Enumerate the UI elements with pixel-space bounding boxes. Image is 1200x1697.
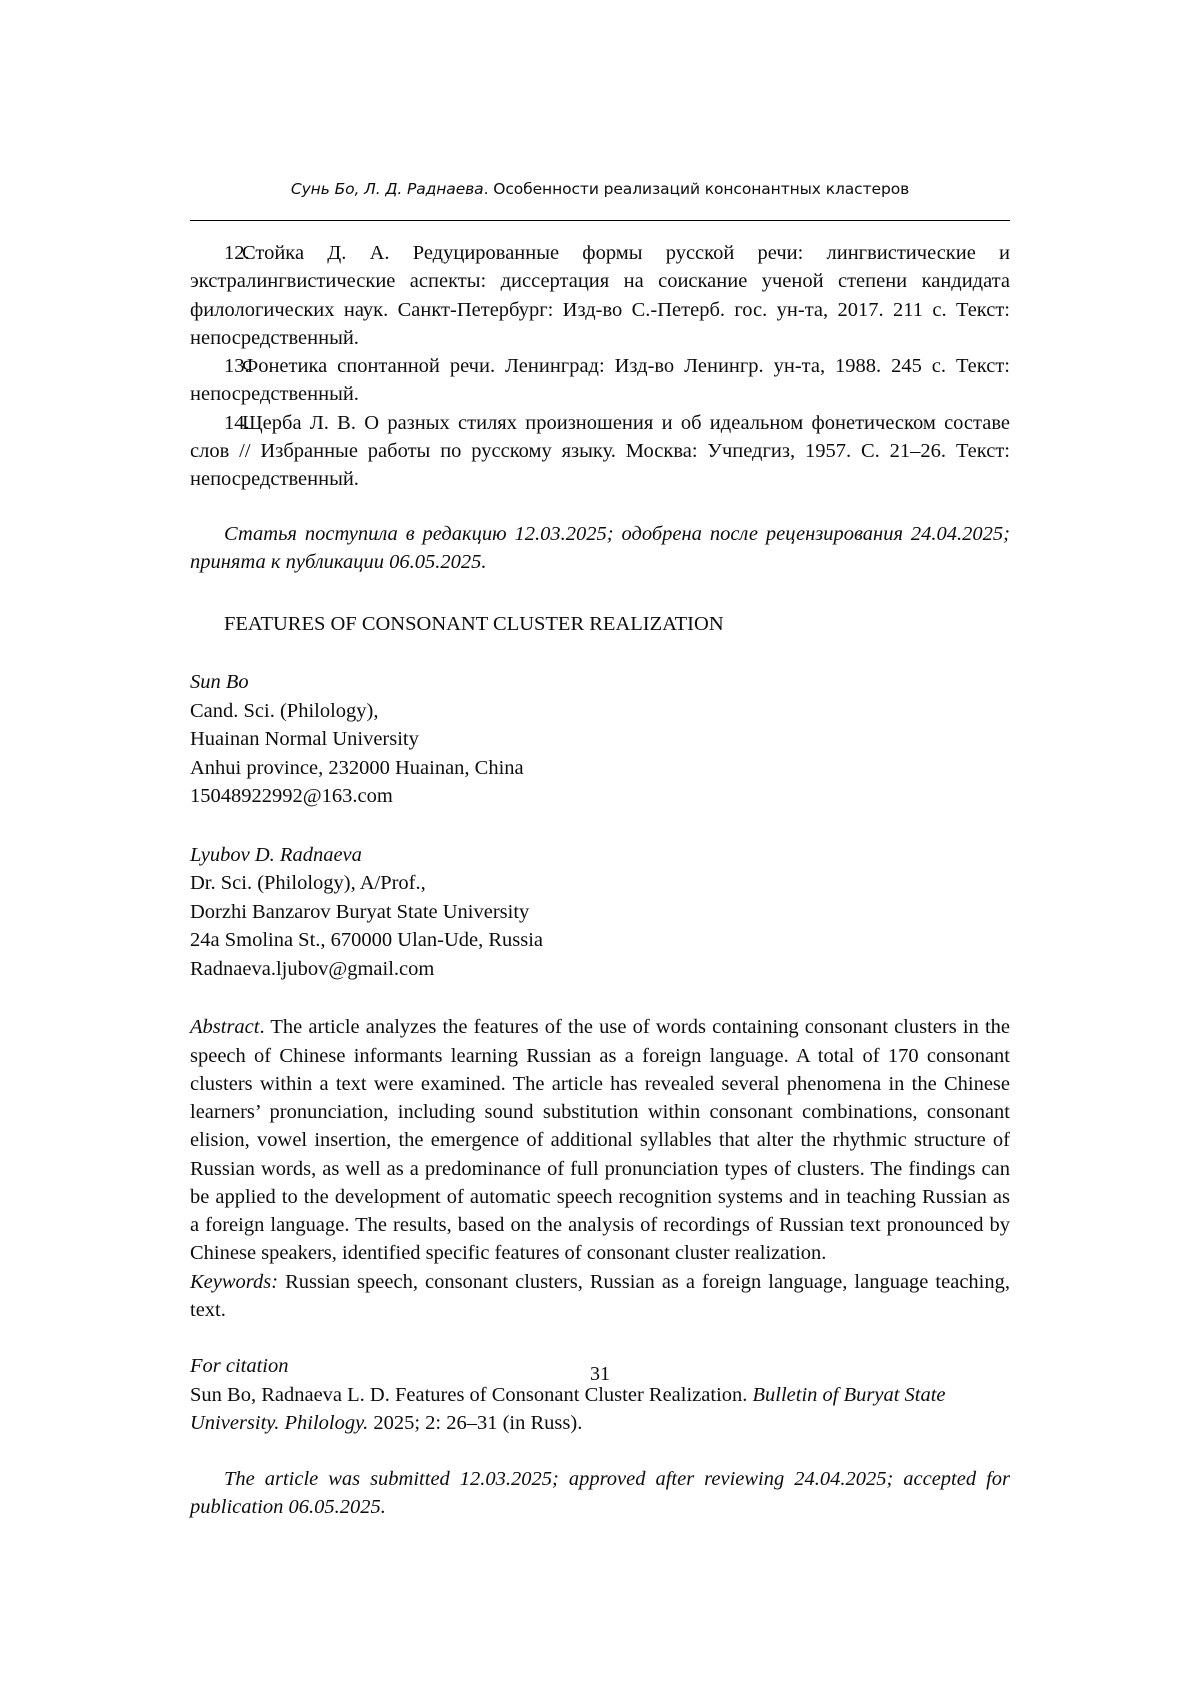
author-address: Anhui province, 232000 Huainan, China xyxy=(190,756,524,779)
abstract-text: . The article analyzes the features of the use of words containing consonant clusters in the speech of Chinese informants learning Russian as a foreign language. A total of 170 consonant clusters within a text were examined. The article has revealed several phenomena in the Chinese learners’ pronunciation, including sound substitution within consonant combinations, consonant elision, vowel insertion, the emergence of additional syllables that alter the rhythmic structure of Russian words, as well as a predominance of full pronunciation types of clusters. The findings can be applied to the development of automatic speech recognition systems and in teaching Russian as a foreign language. The results, based on the analysis of recordings of Russian text pronounced by Chinese speakers, identified specific features of consonant cluster realization. xyxy=(190,1016,1010,1265)
page-number: 31 xyxy=(590,1363,610,1385)
running-head-authors: Сунь Бо, Л. Д. Раднаева xyxy=(290,180,484,198)
running-head xyxy=(190,180,1010,198)
author-block-2 xyxy=(190,841,1010,983)
author-affiliation: Huainan Normal University xyxy=(190,728,419,751)
author-block-1 xyxy=(190,668,1010,810)
author-degree: Cand. Sci. (Philology), xyxy=(190,699,379,722)
keywords-label: Keywords: xyxy=(190,1270,279,1293)
author-address: 24a Smolina St., 670000 Ulan-Ude, Russia xyxy=(190,929,544,952)
abstract-paragraph xyxy=(190,1013,1010,1268)
citation-journal: Bulletin of Buryat State University. Philology. xyxy=(190,1383,946,1434)
reference-number: 13. xyxy=(224,355,250,378)
submission-note-ru: Статья поступила в редакцию 12.03.2025; одобрена после рецензирования 24.04.2025; принята к публикации 06.05.2025. xyxy=(190,522,1010,573)
reference-text: Стойка Д. А. Редуцированные формы русской речи: лингвистические и экстралингвистические аспекты: диссертация на соискание ученой степени кандидата филологических наук. Санкт-Петербург: Изд-во С.-Петерб. гос. ун-та, 2017. 211 с. Текст: непосредственный. xyxy=(190,242,1010,349)
author-degree: Dr. Sci. (Philology), A/Prof., xyxy=(190,872,426,895)
author-email: 15048922992@163.com xyxy=(190,785,393,808)
reference-item-12 xyxy=(190,239,1010,352)
abstract-section xyxy=(190,1013,1010,1324)
citation-part-2: 2025; 2: 26–31 (in Russ). xyxy=(368,1411,583,1434)
page-content xyxy=(190,180,1010,1522)
citation-part-1: Sun Bo, Radnaeva L. D. Features of Consonant Cluster Realization. xyxy=(190,1383,753,1406)
reference-text: Фонетика спонтанной речи. Ленинград: Изд-во Ленингр. ун-та, 1988. 245 с. Текст: непосредственный. xyxy=(190,355,1010,406)
reference-text: Щерба Л. В. О разных стилях произношения и об идеальном фонетическом составе слов // Избранные работы по русскому языку. Москва: Учпедгиз, 1957. С. 21–26. Текст: непосредственный. xyxy=(190,411,1010,491)
reference-number: 12. xyxy=(224,242,250,264)
keywords-text: Russian speech, consonant clusters, Russian as a foreign language, language teaching, text. xyxy=(190,1270,1010,1322)
reference-item-13 xyxy=(190,352,1010,409)
keywords-paragraph xyxy=(190,1268,1010,1325)
author-name: Sun Bo xyxy=(190,671,249,694)
submission-note-en: The article was submitted 12.03.2025; approved after reviewing 24.04.2025; accepted for publication 06.05.2025. xyxy=(190,1468,1010,1519)
citation-text xyxy=(190,1381,1010,1438)
author-affiliation: Dorzhi Banzarov Buryat State University xyxy=(190,900,530,923)
abstract-label: Abstract xyxy=(190,1016,260,1039)
header-divider xyxy=(190,220,1010,221)
author-email: Radnaeva.ljubov@gmail.com xyxy=(190,957,435,980)
running-head-title: . Особенности реализаций консонантных кластеров xyxy=(483,180,910,198)
for-citation-label: For citation xyxy=(190,1355,289,1378)
reference-item-14 xyxy=(190,409,1010,494)
reference-number: 14. xyxy=(224,411,250,434)
author-name: Lyubov D. Radnaeva xyxy=(190,843,362,866)
english-article-title: FEATURES OF CONSONANT CLUSTER REALIZATION xyxy=(224,613,724,636)
